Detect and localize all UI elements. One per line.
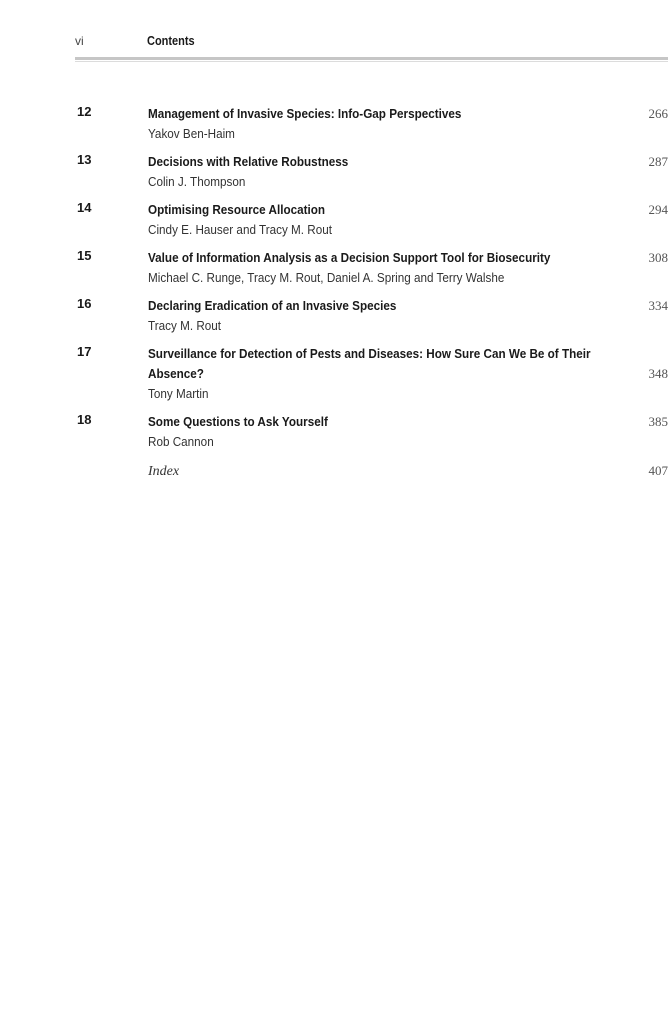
chapter-number: 17 bbox=[77, 344, 92, 359]
chapter-title-line-1: Surveillance for Detection of Pests and Diseases: How Sure Can We Be of Their bbox=[148, 346, 591, 361]
chapter-page: 348 bbox=[648, 366, 668, 381]
chapter-title: Optimising Resource Allocation bbox=[148, 202, 326, 217]
chapter-authors: Tracy M. Rout bbox=[148, 318, 222, 333]
toc-entry-17[interactable] bbox=[75, 344, 668, 412]
running-header bbox=[75, 34, 668, 54]
chapter-authors: Yakov Ben-Haim bbox=[148, 126, 235, 141]
toc-entry-14[interactable] bbox=[75, 200, 668, 248]
chapter-authors: Rob Cannon bbox=[148, 434, 214, 449]
toc-entry-15[interactable] bbox=[75, 248, 668, 296]
chapter-authors: Cindy E. Hauser and Tracy M. Rout bbox=[148, 222, 333, 237]
chapter-page: 308 bbox=[648, 250, 668, 265]
chapter-authors: Colin J. Thompson bbox=[148, 174, 246, 189]
chapter-number: 14 bbox=[77, 200, 92, 215]
chapter-title: Some Questions to Ask Yourself bbox=[148, 414, 328, 429]
chapter-title: Decisions with Relative Robustness bbox=[148, 154, 349, 169]
toc-entry-18[interactable] bbox=[75, 412, 668, 462]
chapter-page: 266 bbox=[648, 106, 668, 121]
header-rule-shadow bbox=[75, 61, 668, 62]
chapter-number: 13 bbox=[77, 152, 92, 167]
chapter-title: Value of Information Analysis as a Decision Support Tool for Biosecurity bbox=[148, 250, 551, 265]
toc-entry-13[interactable] bbox=[75, 152, 668, 200]
chapter-page: 287 bbox=[648, 154, 668, 169]
chapter-authors: Tony Martin bbox=[148, 386, 209, 401]
chapter-authors: Michael C. Runge, Tracy M. Rout, Daniel A. Spring and Terry Walshe bbox=[148, 270, 505, 285]
section-title: Contents bbox=[147, 34, 195, 48]
chapter-title: Declaring Eradication of an Invasive Species bbox=[148, 298, 397, 313]
index-page: 407 bbox=[648, 463, 668, 478]
chapter-page: 385 bbox=[648, 414, 668, 429]
chapter-page: 334 bbox=[648, 298, 668, 313]
table-of-contents bbox=[75, 104, 668, 492]
chapter-number: 12 bbox=[77, 104, 92, 119]
toc-entry-12[interactable] bbox=[75, 104, 668, 152]
page-number: vi bbox=[75, 34, 84, 48]
toc-entry-16[interactable] bbox=[75, 296, 668, 344]
chapter-title-line-2: Absence? bbox=[148, 366, 204, 381]
chapter-number: 15 bbox=[77, 248, 92, 263]
toc-entry-index[interactable] bbox=[75, 462, 668, 492]
chapter-number: 18 bbox=[77, 412, 92, 427]
chapter-number: 16 bbox=[77, 296, 92, 311]
chapter-page: 294 bbox=[648, 202, 668, 217]
chapter-title: Management of Invasive Species: Info-Gap Perspectives bbox=[148, 106, 462, 121]
index-title: Index bbox=[148, 464, 180, 479]
header-rule bbox=[75, 57, 668, 60]
